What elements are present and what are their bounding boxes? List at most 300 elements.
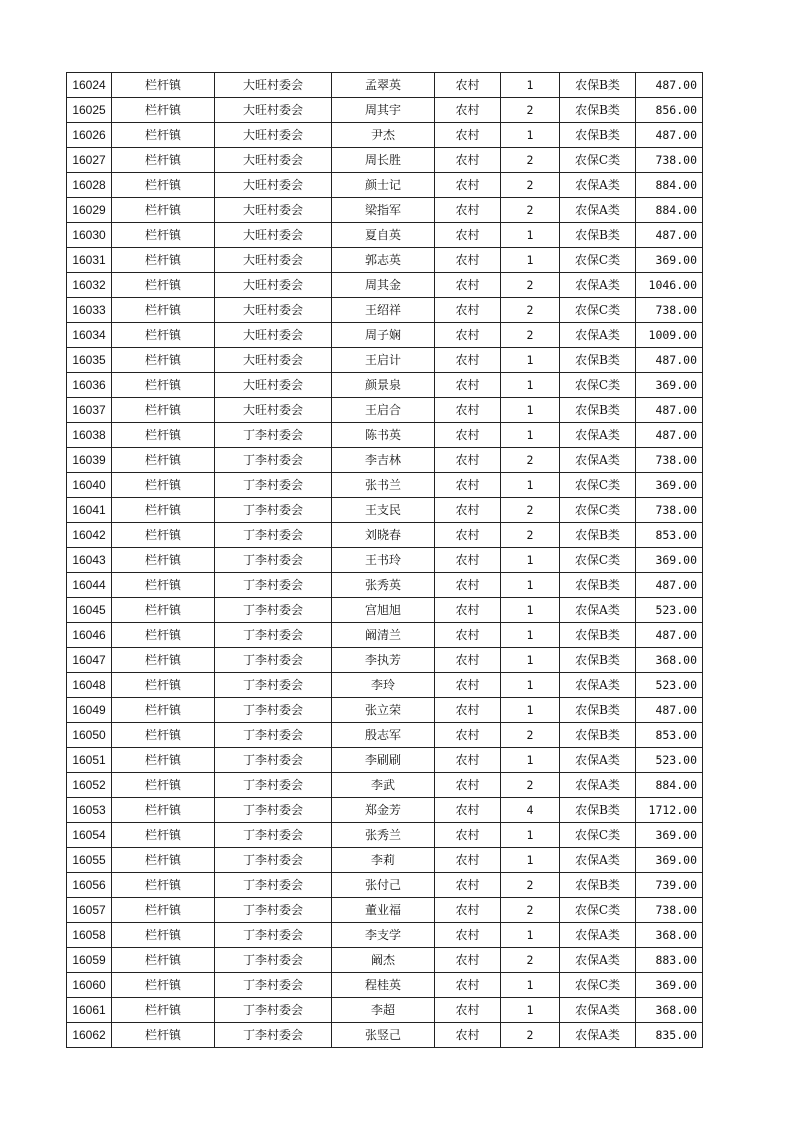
household-count-cell: 2 xyxy=(501,723,560,748)
record-id-cell: 16058 xyxy=(67,923,112,948)
insurance-category-cell: 农保B类 xyxy=(560,348,636,373)
village-committee-cell: 大旺村委会 xyxy=(215,148,332,173)
household-count-cell: 2 xyxy=(501,173,560,198)
amount-cell: 487.00 xyxy=(636,73,703,98)
amount-cell: 739.00 xyxy=(636,873,703,898)
household-count-cell: 1 xyxy=(501,423,560,448)
amount-cell: 856.00 xyxy=(636,98,703,123)
table-row xyxy=(67,348,703,373)
area-type-cell: 农村 xyxy=(435,348,501,373)
insurance-category-cell: 农保A类 xyxy=(560,748,636,773)
village-committee-cell: 丁李村委会 xyxy=(215,998,332,1023)
table-row xyxy=(67,473,703,498)
household-count-cell: 1 xyxy=(501,973,560,998)
record-id-cell: 16053 xyxy=(67,798,112,823)
amount-cell: 738.00 xyxy=(636,498,703,523)
town-cell: 栏杆镇 xyxy=(112,298,215,323)
insurance-category-cell: 农保B类 xyxy=(560,523,636,548)
record-id-cell: 16043 xyxy=(67,548,112,573)
amount-cell: 369.00 xyxy=(636,973,703,998)
person-name-cell: 李超 xyxy=(332,998,435,1023)
village-committee-cell: 丁李村委会 xyxy=(215,898,332,923)
household-count-cell: 1 xyxy=(501,248,560,273)
household-count-cell: 2 xyxy=(501,298,560,323)
household-count-cell: 1 xyxy=(501,648,560,673)
amount-cell: 883.00 xyxy=(636,948,703,973)
village-committee-cell: 丁李村委会 xyxy=(215,873,332,898)
record-id-cell: 16035 xyxy=(67,348,112,373)
person-name-cell: 阚清兰 xyxy=(332,623,435,648)
area-type-cell: 农村 xyxy=(435,198,501,223)
town-cell: 栏杆镇 xyxy=(112,748,215,773)
person-name-cell: 李莉 xyxy=(332,848,435,873)
table-row xyxy=(67,873,703,898)
amount-cell: 369.00 xyxy=(636,473,703,498)
person-name-cell: 梁指军 xyxy=(332,198,435,223)
amount-cell: 368.00 xyxy=(636,923,703,948)
person-name-cell: 董业福 xyxy=(332,898,435,923)
amount-cell: 884.00 xyxy=(636,198,703,223)
village-committee-cell: 丁李村委会 xyxy=(215,623,332,648)
table-row xyxy=(67,898,703,923)
area-type-cell: 农村 xyxy=(435,848,501,873)
person-name-cell: 张立荣 xyxy=(332,698,435,723)
household-count-cell: 1 xyxy=(501,73,560,98)
amount-cell: 853.00 xyxy=(636,523,703,548)
household-count-cell: 4 xyxy=(501,798,560,823)
area-type-cell: 农村 xyxy=(435,473,501,498)
amount-cell: 487.00 xyxy=(636,348,703,373)
insurance-category-cell: 农保C类 xyxy=(560,148,636,173)
area-type-cell: 农村 xyxy=(435,273,501,298)
household-count-cell: 2 xyxy=(501,948,560,973)
household-count-cell: 1 xyxy=(501,223,560,248)
village-committee-cell: 丁李村委会 xyxy=(215,823,332,848)
table-row xyxy=(67,73,703,98)
record-id-cell: 16060 xyxy=(67,973,112,998)
insurance-category-cell: 农保B类 xyxy=(560,723,636,748)
insurance-category-cell: 农保C类 xyxy=(560,548,636,573)
insurance-category-cell: 农保A类 xyxy=(560,423,636,448)
table-row xyxy=(67,723,703,748)
table-row xyxy=(67,423,703,448)
amount-cell: 523.00 xyxy=(636,748,703,773)
insurance-category-cell: 农保C类 xyxy=(560,973,636,998)
village-committee-cell: 丁李村委会 xyxy=(215,473,332,498)
record-id-cell: 16029 xyxy=(67,198,112,223)
village-committee-cell: 丁李村委会 xyxy=(215,448,332,473)
table-row xyxy=(67,548,703,573)
area-type-cell: 农村 xyxy=(435,923,501,948)
record-id-cell: 16038 xyxy=(67,423,112,448)
table-row xyxy=(67,298,703,323)
village-committee-cell: 丁李村委会 xyxy=(215,1023,332,1048)
area-type-cell: 农村 xyxy=(435,223,501,248)
table-row xyxy=(67,373,703,398)
area-type-cell: 农村 xyxy=(435,323,501,348)
amount-cell: 369.00 xyxy=(636,548,703,573)
table-row xyxy=(67,1023,703,1048)
town-cell: 栏杆镇 xyxy=(112,498,215,523)
area-type-cell: 农村 xyxy=(435,173,501,198)
table-row xyxy=(67,223,703,248)
amount-cell: 487.00 xyxy=(636,573,703,598)
insurance-category-cell: 农保A类 xyxy=(560,923,636,948)
area-type-cell: 农村 xyxy=(435,373,501,398)
table-row xyxy=(67,523,703,548)
record-id-cell: 16025 xyxy=(67,98,112,123)
amount-cell: 738.00 xyxy=(636,448,703,473)
town-cell: 栏杆镇 xyxy=(112,873,215,898)
table-row xyxy=(67,848,703,873)
household-count-cell: 1 xyxy=(501,748,560,773)
area-type-cell: 农村 xyxy=(435,623,501,648)
household-count-cell: 1 xyxy=(501,698,560,723)
amount-cell: 369.00 xyxy=(636,248,703,273)
household-count-cell: 2 xyxy=(501,523,560,548)
insurance-category-cell: 农保B类 xyxy=(560,623,636,648)
insurance-category-cell: 农保B类 xyxy=(560,648,636,673)
record-id-cell: 16042 xyxy=(67,523,112,548)
household-count-cell: 2 xyxy=(501,498,560,523)
village-committee-cell: 丁李村委会 xyxy=(215,648,332,673)
village-committee-cell: 丁李村委会 xyxy=(215,723,332,748)
town-cell: 栏杆镇 xyxy=(112,123,215,148)
village-committee-cell: 大旺村委会 xyxy=(215,273,332,298)
person-name-cell: 周子娴 xyxy=(332,323,435,348)
village-committee-cell: 丁李村委会 xyxy=(215,773,332,798)
record-id-cell: 16047 xyxy=(67,648,112,673)
area-type-cell: 农村 xyxy=(435,798,501,823)
area-type-cell: 农村 xyxy=(435,698,501,723)
village-committee-cell: 大旺村委会 xyxy=(215,123,332,148)
insurance-category-cell: 农保A类 xyxy=(560,173,636,198)
town-cell: 栏杆镇 xyxy=(112,273,215,298)
insurance-category-cell: 农保A类 xyxy=(560,448,636,473)
record-id-cell: 16051 xyxy=(67,748,112,773)
person-name-cell: 郑金芳 xyxy=(332,798,435,823)
town-cell: 栏杆镇 xyxy=(112,73,215,98)
area-type-cell: 农村 xyxy=(435,248,501,273)
record-id-cell: 16062 xyxy=(67,1023,112,1048)
household-count-cell: 2 xyxy=(501,773,560,798)
person-name-cell: 夏自英 xyxy=(332,223,435,248)
town-cell: 栏杆镇 xyxy=(112,598,215,623)
town-cell: 栏杆镇 xyxy=(112,198,215,223)
area-type-cell: 农村 xyxy=(435,673,501,698)
amount-cell: 487.00 xyxy=(636,423,703,448)
table-row xyxy=(67,623,703,648)
amount-cell: 1712.00 xyxy=(636,798,703,823)
table-row xyxy=(67,173,703,198)
person-name-cell: 王支民 xyxy=(332,498,435,523)
town-cell: 栏杆镇 xyxy=(112,248,215,273)
table-row xyxy=(67,798,703,823)
record-id-cell: 16030 xyxy=(67,223,112,248)
person-name-cell: 李执芳 xyxy=(332,648,435,673)
record-id-cell: 16048 xyxy=(67,673,112,698)
person-name-cell: 孟翠英 xyxy=(332,73,435,98)
table-row xyxy=(67,498,703,523)
household-count-cell: 1 xyxy=(501,673,560,698)
record-id-cell: 16054 xyxy=(67,823,112,848)
person-name-cell: 尹杰 xyxy=(332,123,435,148)
insurance-category-cell: 农保A类 xyxy=(560,848,636,873)
village-committee-cell: 大旺村委会 xyxy=(215,248,332,273)
amount-cell: 1009.00 xyxy=(636,323,703,348)
household-count-cell: 2 xyxy=(501,198,560,223)
insurance-category-cell: 农保B类 xyxy=(560,98,636,123)
village-committee-cell: 大旺村委会 xyxy=(215,398,332,423)
amount-cell: 369.00 xyxy=(636,848,703,873)
person-name-cell: 阚杰 xyxy=(332,948,435,973)
household-count-cell: 1 xyxy=(501,548,560,573)
household-count-cell: 1 xyxy=(501,998,560,1023)
insurance-category-cell: 农保A类 xyxy=(560,998,636,1023)
town-cell: 栏杆镇 xyxy=(112,973,215,998)
record-id-cell: 16059 xyxy=(67,948,112,973)
town-cell: 栏杆镇 xyxy=(112,173,215,198)
area-type-cell: 农村 xyxy=(435,873,501,898)
town-cell: 栏杆镇 xyxy=(112,773,215,798)
household-count-cell: 2 xyxy=(501,148,560,173)
area-type-cell: 农村 xyxy=(435,898,501,923)
amount-cell: 1046.00 xyxy=(636,273,703,298)
person-name-cell: 郭志英 xyxy=(332,248,435,273)
town-cell: 栏杆镇 xyxy=(112,223,215,248)
village-committee-cell: 大旺村委会 xyxy=(215,323,332,348)
table-row xyxy=(67,98,703,123)
area-type-cell: 农村 xyxy=(435,723,501,748)
town-cell: 栏杆镇 xyxy=(112,423,215,448)
insurance-category-cell: 农保B类 xyxy=(560,698,636,723)
insurance-category-cell: 农保A类 xyxy=(560,773,636,798)
village-committee-cell: 丁李村委会 xyxy=(215,848,332,873)
record-id-cell: 16033 xyxy=(67,298,112,323)
person-name-cell: 陈书英 xyxy=(332,423,435,448)
record-id-cell: 16037 xyxy=(67,398,112,423)
record-id-cell: 16027 xyxy=(67,148,112,173)
table-row xyxy=(67,923,703,948)
person-name-cell: 张秀英 xyxy=(332,573,435,598)
village-committee-cell: 丁李村委会 xyxy=(215,548,332,573)
person-name-cell: 张竖己 xyxy=(332,1023,435,1048)
household-count-cell: 1 xyxy=(501,348,560,373)
household-count-cell: 1 xyxy=(501,123,560,148)
town-cell: 栏杆镇 xyxy=(112,548,215,573)
amount-cell: 487.00 xyxy=(636,223,703,248)
amount-cell: 368.00 xyxy=(636,998,703,1023)
household-count-cell: 1 xyxy=(501,848,560,873)
town-cell: 栏杆镇 xyxy=(112,723,215,748)
area-type-cell: 农村 xyxy=(435,973,501,998)
town-cell: 栏杆镇 xyxy=(112,698,215,723)
person-name-cell: 李支学 xyxy=(332,923,435,948)
record-id-cell: 16045 xyxy=(67,598,112,623)
record-id-cell: 16050 xyxy=(67,723,112,748)
town-cell: 栏杆镇 xyxy=(112,148,215,173)
household-count-cell: 1 xyxy=(501,373,560,398)
insurance-category-cell: 农保B类 xyxy=(560,398,636,423)
person-name-cell: 程桂英 xyxy=(332,973,435,998)
town-cell: 栏杆镇 xyxy=(112,1023,215,1048)
record-id-cell: 16056 xyxy=(67,873,112,898)
insurance-category-cell: 农保C类 xyxy=(560,473,636,498)
town-cell: 栏杆镇 xyxy=(112,998,215,1023)
area-type-cell: 农村 xyxy=(435,123,501,148)
town-cell: 栏杆镇 xyxy=(112,373,215,398)
household-count-cell: 1 xyxy=(501,823,560,848)
village-committee-cell: 大旺村委会 xyxy=(215,348,332,373)
person-name-cell: 周其宇 xyxy=(332,98,435,123)
insurance-category-cell: 农保A类 xyxy=(560,273,636,298)
village-committee-cell: 丁李村委会 xyxy=(215,923,332,948)
amount-cell: 487.00 xyxy=(636,398,703,423)
town-cell: 栏杆镇 xyxy=(112,848,215,873)
person-name-cell: 李刷刷 xyxy=(332,748,435,773)
area-type-cell: 农村 xyxy=(435,448,501,473)
table-row xyxy=(67,198,703,223)
amount-cell: 368.00 xyxy=(636,648,703,673)
record-id-cell: 16049 xyxy=(67,698,112,723)
record-id-cell: 16036 xyxy=(67,373,112,398)
record-id-cell: 16040 xyxy=(67,473,112,498)
village-committee-cell: 大旺村委会 xyxy=(215,173,332,198)
town-cell: 栏杆镇 xyxy=(112,448,215,473)
area-type-cell: 农村 xyxy=(435,598,501,623)
person-name-cell: 颜景泉 xyxy=(332,373,435,398)
town-cell: 栏杆镇 xyxy=(112,473,215,498)
insurance-category-cell: 农保A类 xyxy=(560,598,636,623)
record-id-cell: 16034 xyxy=(67,323,112,348)
person-name-cell: 周其金 xyxy=(332,273,435,298)
household-count-cell: 2 xyxy=(501,323,560,348)
table-row xyxy=(67,248,703,273)
person-name-cell: 王书玲 xyxy=(332,548,435,573)
household-count-cell: 2 xyxy=(501,873,560,898)
area-type-cell: 农村 xyxy=(435,823,501,848)
table-row xyxy=(67,948,703,973)
area-type-cell: 农村 xyxy=(435,648,501,673)
town-cell: 栏杆镇 xyxy=(112,948,215,973)
table-row xyxy=(67,998,703,1023)
amount-cell: 369.00 xyxy=(636,373,703,398)
person-name-cell: 李吉林 xyxy=(332,448,435,473)
amount-cell: 487.00 xyxy=(636,623,703,648)
household-count-cell: 1 xyxy=(501,923,560,948)
amount-cell: 884.00 xyxy=(636,173,703,198)
person-name-cell: 张书兰 xyxy=(332,473,435,498)
town-cell: 栏杆镇 xyxy=(112,798,215,823)
table-row xyxy=(67,598,703,623)
town-cell: 栏杆镇 xyxy=(112,673,215,698)
insurance-category-cell: 农保B类 xyxy=(560,798,636,823)
village-committee-cell: 丁李村委会 xyxy=(215,573,332,598)
amount-cell: 853.00 xyxy=(636,723,703,748)
insurance-category-cell: 农保C类 xyxy=(560,823,636,848)
insurance-category-cell: 农保B类 xyxy=(560,573,636,598)
household-count-cell: 2 xyxy=(501,448,560,473)
person-name-cell: 王绍祥 xyxy=(332,298,435,323)
person-name-cell: 殷志军 xyxy=(332,723,435,748)
table-row xyxy=(67,398,703,423)
insurance-category-cell: 农保B类 xyxy=(560,223,636,248)
village-committee-cell: 丁李村委会 xyxy=(215,798,332,823)
town-cell: 栏杆镇 xyxy=(112,98,215,123)
household-count-cell: 1 xyxy=(501,398,560,423)
village-committee-cell: 丁李村委会 xyxy=(215,423,332,448)
person-name-cell: 张付己 xyxy=(332,873,435,898)
amount-cell: 487.00 xyxy=(636,123,703,148)
table-row xyxy=(67,123,703,148)
amount-cell: 523.00 xyxy=(636,673,703,698)
household-count-cell: 1 xyxy=(501,623,560,648)
table-row xyxy=(67,573,703,598)
insurance-category-cell: 农保C类 xyxy=(560,298,636,323)
insurance-category-cell: 农保B类 xyxy=(560,123,636,148)
table-row xyxy=(67,698,703,723)
person-name-cell: 周长胜 xyxy=(332,148,435,173)
area-type-cell: 农村 xyxy=(435,148,501,173)
household-count-cell: 2 xyxy=(501,898,560,923)
village-committee-cell: 丁李村委会 xyxy=(215,673,332,698)
town-cell: 栏杆镇 xyxy=(112,523,215,548)
table-row xyxy=(67,773,703,798)
insurance-category-cell: 农保A类 xyxy=(560,323,636,348)
record-id-cell: 16052 xyxy=(67,773,112,798)
record-id-cell: 16024 xyxy=(67,73,112,98)
area-type-cell: 农村 xyxy=(435,398,501,423)
table-body xyxy=(67,73,703,1048)
record-id-cell: 16046 xyxy=(67,623,112,648)
area-type-cell: 农村 xyxy=(435,498,501,523)
village-committee-cell: 大旺村委会 xyxy=(215,298,332,323)
person-name-cell: 刘晓春 xyxy=(332,523,435,548)
table-row xyxy=(67,823,703,848)
amount-cell: 738.00 xyxy=(636,148,703,173)
village-committee-cell: 大旺村委会 xyxy=(215,73,332,98)
amount-cell: 738.00 xyxy=(636,898,703,923)
insurance-category-cell: 农保C类 xyxy=(560,898,636,923)
area-type-cell: 农村 xyxy=(435,298,501,323)
town-cell: 栏杆镇 xyxy=(112,823,215,848)
area-type-cell: 农村 xyxy=(435,73,501,98)
area-type-cell: 农村 xyxy=(435,523,501,548)
person-name-cell: 王启合 xyxy=(332,398,435,423)
village-committee-cell: 大旺村委会 xyxy=(215,373,332,398)
table-row xyxy=(67,973,703,998)
insurance-category-cell: 农保B类 xyxy=(560,73,636,98)
town-cell: 栏杆镇 xyxy=(112,398,215,423)
village-committee-cell: 丁李村委会 xyxy=(215,498,332,523)
insurance-category-cell: 农保C类 xyxy=(560,373,636,398)
area-type-cell: 农村 xyxy=(435,948,501,973)
village-committee-cell: 丁李村委会 xyxy=(215,748,332,773)
amount-cell: 523.00 xyxy=(636,598,703,623)
person-name-cell: 颜士记 xyxy=(332,173,435,198)
amount-cell: 738.00 xyxy=(636,298,703,323)
record-id-cell: 16026 xyxy=(67,123,112,148)
area-type-cell: 农村 xyxy=(435,748,501,773)
record-id-cell: 16039 xyxy=(67,448,112,473)
village-committee-cell: 丁李村委会 xyxy=(215,698,332,723)
village-committee-cell: 大旺村委会 xyxy=(215,198,332,223)
household-count-cell: 2 xyxy=(501,98,560,123)
record-id-cell: 16061 xyxy=(67,998,112,1023)
village-committee-cell: 丁李村委会 xyxy=(215,598,332,623)
town-cell: 栏杆镇 xyxy=(112,573,215,598)
table-row xyxy=(67,273,703,298)
